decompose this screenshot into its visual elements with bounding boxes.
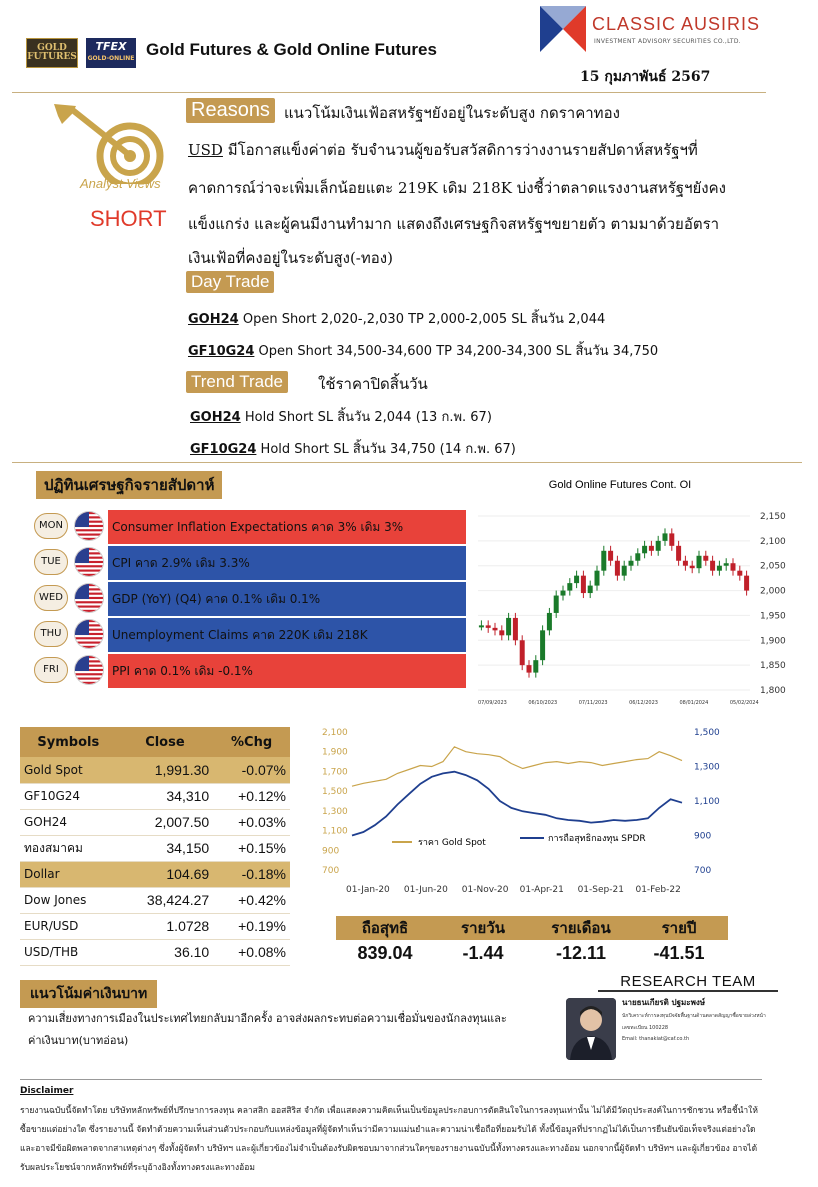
y-right-tick: 900 (694, 831, 712, 842)
table-row (20, 887, 290, 913)
candle-body (663, 533, 668, 540)
x-tick-label: 07/11/2023 (578, 700, 608, 706)
target-icon (50, 104, 170, 184)
candle-body (737, 571, 742, 576)
y-left-tick: 1,300 (322, 806, 348, 817)
section-divider (12, 462, 802, 463)
page-title: Gold Futures & Gold Online Futures (146, 40, 437, 59)
cell-chg: +0.42% (213, 887, 290, 913)
legend-label-spdr: การถือสุทธิกองทุน SPDR (548, 834, 646, 844)
x-tick-label: 01-Feb-22 (635, 885, 681, 895)
candle-body (731, 563, 736, 570)
y-tick-label: 2,100 (760, 536, 786, 547)
cell-close: 2,007.50 (117, 809, 214, 835)
y-right-tick: 1,300 (694, 762, 720, 773)
reason-line-1: แนวโน้มเงินเฟ้อสหรัฐฯยังอยู่ในระดับสูง กดราคาทอง (284, 104, 620, 122)
reason-line-5: เงินเฟ้อที่คงอยู่ในระดับสูง(-ทอง) (188, 249, 393, 267)
cell-close: 104.69 (117, 861, 214, 887)
series-line-spdr (352, 772, 682, 836)
spdr-yearly-value: -41.51 (653, 942, 705, 963)
day-trade-item: GF10G24 Open Short 34,500-34,600 TP 34,200-34,300 SL สิ้นวัน 34,750 (188, 344, 659, 359)
x-tick-label: 01-Jan-20 (346, 885, 390, 895)
cell-chg: +0.08% (213, 939, 290, 965)
y-tick-label: 1,800 (760, 686, 786, 696)
y-left-tick: 700 (322, 866, 340, 876)
baht-outlook-tag: แนวโน้มค่าเงินบาท (20, 980, 157, 1008)
x-tick-label: 01-Nov-20 (461, 885, 509, 895)
calendar-event: CPI คาด 2.9% เดิม 3.3% (108, 546, 466, 580)
calendar-event: GDP (YoY) (Q4) คาด 0.1% เดิม 0.1% (108, 582, 466, 616)
spdr-monthly-value: -12.11 (555, 942, 607, 963)
spdr-header-daily: รายวัน (434, 916, 532, 940)
candle-body (676, 546, 681, 561)
table-row (20, 809, 290, 835)
candle-body (690, 566, 695, 568)
calendar-day-mon: MON (34, 513, 68, 539)
x-tick-label: 07/09/2023 (478, 700, 507, 706)
col-header-symbols: Symbols (20, 727, 117, 757)
calendar-day-tue: TUE (34, 549, 68, 575)
y-tick-label: 1,850 (760, 661, 786, 672)
calendar-event: PPI คาด 0.1% เดิม -0.1% (108, 654, 466, 688)
x-tick-label: 05/02/2024 (729, 700, 759, 706)
candle-body (622, 566, 627, 576)
research-team-title: RESEARCH TEAM (598, 973, 778, 992)
header-divider (12, 92, 766, 93)
candle-body (486, 625, 491, 627)
y-left-tick: 1,100 (322, 826, 348, 837)
cell-chg: +0.15% (213, 835, 290, 861)
cell-symbol: GOH24 (20, 809, 117, 835)
us-flag-icon (74, 619, 104, 649)
candle-body (697, 556, 702, 568)
baht-outlook-text: ความเสี่ยงทางการเมืองในประเทศไทยกลับมาอีกครั้ง อาจส่งผลกระทบต่อความเชื่อมั่นของนักลงทุนและ ค่าเงินบาท(บาทอ่อน) (28, 1012, 507, 1047)
y-right-tick: 700 (694, 866, 712, 876)
x-tick-label: 01-Jun-20 (403, 885, 448, 895)
candle-body (567, 583, 572, 590)
tfex-logo: TFEX GOLD-ONLINE (86, 38, 136, 68)
us-flag-icon (74, 547, 104, 577)
calendar-day-thu: THU (34, 621, 68, 647)
reason-line-2: USD มีโอกาสแข็งค่าต่อ รับจำนวนผู้ขอรับสวัสดิการว่างงานรายสัปดาห์สหรัฐฯที่ (188, 141, 698, 159)
candle-body (581, 576, 586, 593)
table-row (20, 783, 290, 809)
candle-body (635, 553, 640, 560)
trend-trade-note: ใช้ราคาปิดสิ้นวัน (318, 375, 428, 393)
day-trade-item: GOH24 Open Short 2,020-,2,030 TP 2,000-2,005 SL สิ้นวัน 2,044 (188, 312, 606, 327)
candle-body (574, 576, 579, 583)
analyst-license: เลขทะเบียน 100228 (622, 1025, 669, 1031)
cell-close: 1.0728 (117, 913, 214, 939)
cell-chg: +0.03% (213, 809, 290, 835)
calendar-title: ปฏิทินเศรษฐกิจรายสัปดาห์ (36, 471, 222, 499)
chart-title: Gold Online Futures Cont. OI (548, 479, 692, 491)
series-line-gold-spot (352, 747, 682, 786)
candle-body (493, 628, 498, 630)
candle-body (744, 576, 749, 591)
market-table (20, 727, 290, 966)
cell-symbol: USD/THB (20, 939, 117, 965)
day-trade-tag: Day Trade (186, 271, 274, 293)
candle-body (554, 596, 559, 613)
candle-body (533, 660, 538, 672)
company-name: CLASSIC AUSIRIS (592, 14, 761, 34)
cell-close: 34,310 (117, 783, 214, 809)
calendar-event: Unemployment Claims คาด 220K เดิม 218K (108, 618, 466, 652)
x-tick-label: 06/10/2023 (528, 700, 558, 706)
spdr-net-value: 839.04 (357, 942, 413, 963)
y-left-tick: 2,100 (322, 728, 348, 738)
us-flag-icon (74, 583, 104, 613)
candle-body (608, 551, 613, 561)
col-header-chg: %Chg (213, 727, 290, 757)
trend-trade-tag: Trend Trade (186, 371, 288, 393)
y-tick-label: 2,000 (760, 586, 786, 597)
analyst-name: นายธนเกียรติ ปฐมะพงษ์ (622, 998, 706, 1007)
candle-body (669, 533, 674, 545)
disclaimer-text: รายงานฉบับนี้จัดทำโดย บริษัทหลักทรัพย์ที่ปรึกษาการลงทุน คลาสสิก ออสสิริส จำกัด เพื่อแสดงความคิดเห็นเป็นข้อมูลประกอบการตัดสินใจในการลงทุนเท่านั้น ไม่ได้มีวัตถุประสงค์ในการชักชวน หรือชี้นำให้ซื้อขายแต่อย่างใด ซึ่งรายงานนี้ จัดทำด้วยความเห็นส่วนตัวประกอบกับแหล่งข้อมูลที่ผู้จัดทำเห็นว่ามีความแม่นยำและความน่าเชื่อถือที่ยอมรับได้ ทั้งนี้ข้อมูลที่ปรากฏไม่ได้เป็นการยืนยันข้อเท็จจริงแต่อย่างใดและอาจมีข้อผิดพลาดจากสาเหตุต่างๆ ซึ่งทั้งผู้จัดทำ บริษัทฯ และผู้เกี่ยวข้องไม่จำเป็นต้องรับผิดชอบมาจากส่วนใดๆของรายงานฉบับนี้ทั้งทางตรงและทางอ้อม นอกจากนี้ผู้จัดทำ บริษัทฯ และผู้เกี่ยวข้อง อาจได้รับผลประโยชน์จากหลักทรัพย์ที่ระบุอ้างอิงทั้งทางตรงและทางอ้อม (20, 1106, 758, 1173)
candle-body (683, 561, 688, 566)
table-row (20, 835, 290, 861)
spdr-header-yearly: รายปี (630, 916, 728, 940)
analyst-email: Email: thanakiat@caf.co.th (622, 1036, 690, 1042)
cell-close: 38,424.27 (117, 887, 214, 913)
analyst-views-label: Analyst Views (80, 176, 161, 191)
candle-body (724, 563, 729, 565)
cell-close: 36.10 (117, 939, 214, 965)
disclaimer-title: Disclaimer (20, 1086, 74, 1096)
candle-body (513, 618, 518, 640)
cell-symbol: ทองสมาคม (20, 835, 117, 861)
table-row (20, 939, 290, 965)
reason-line-3: คาดการณ์ว่าจะเพิ่มเล็กน้อยแตะ 219K เดิม 218K บ่งชี้ว่าตลาดแรงงานสหรัฐฯยังคง (188, 179, 726, 197)
cell-chg: +0.19% (213, 913, 290, 939)
spdr-header-monthly: รายเดือน (532, 916, 630, 940)
table-row (20, 861, 290, 887)
trend-trade-item: GF10G24 Hold Short SL สิ้นวัน 34,750 (14 ก.พ. 67) (190, 442, 516, 457)
trend-trade-item: GOH24 Hold Short SL สิ้นวัน 2,044 (13 ก.พ. 67) (190, 410, 492, 425)
gold-spot-spdr-chart (322, 720, 732, 900)
classic-ausiris-logo-icon (540, 6, 586, 52)
y-tick-label: 2,050 (760, 561, 786, 572)
x-tick-label: 01-Sep-21 (577, 885, 624, 895)
calendar-day-wed: WED (34, 585, 68, 611)
candle-body (642, 546, 647, 553)
x-tick-label: 01-Apr-21 (519, 885, 564, 895)
analyst-title: นักวิเคราะห์การลงทุนปัจจัยพื้นฐานด้านตลาดสัญญาซื้อขายล่วงหน้า (622, 1013, 766, 1019)
company-subtitle: INVESTMENT ADVISORY SECURITIES CO.,LTD. (594, 38, 741, 45)
gold-online-oi-chart (466, 470, 806, 710)
calendar-event: Consumer Inflation Expectations คาด 3% เดิม 3% (108, 510, 466, 544)
cell-symbol: Dow Jones (20, 887, 117, 913)
reason-line-4: แข็งแกร่ง และผู้คนมีงานทำมาก แสดงถึงเศรษฐกิจสหรัฐฯขยายตัว ตามมาด้วยอัตรา (188, 215, 720, 233)
candle-body (540, 630, 545, 660)
spdr-holdings-table (336, 916, 728, 966)
reasons-tag: Reasons (186, 98, 275, 123)
analyst-avatar (566, 998, 616, 1060)
y-tick-label: 2,150 (760, 512, 786, 522)
y-right-tick: 1,100 (694, 797, 720, 807)
y-left-tick: 1,900 (322, 747, 348, 758)
candle-body (710, 561, 715, 571)
candle-body (527, 665, 532, 672)
us-flag-icon (74, 655, 104, 685)
cell-symbol: EUR/USD (20, 913, 117, 939)
candle-body (506, 618, 511, 635)
candle-body (499, 630, 504, 635)
disclaimer-divider (20, 1079, 762, 1080)
candle-body (649, 546, 654, 551)
candle-body (703, 556, 708, 561)
cell-symbol: GF10G24 (20, 783, 117, 809)
cell-chg: +0.12% (213, 783, 290, 809)
y-left-tick: 1,700 (322, 767, 348, 778)
y-left-tick: 900 (322, 846, 340, 857)
candle-body (615, 561, 620, 576)
calendar-day-fri: FRI (34, 657, 68, 683)
candle-body (547, 613, 552, 630)
cell-symbol: Dollar (20, 861, 117, 887)
analyst-view-short: SHORT (90, 206, 167, 231)
legend-label-gold: ราคา Gold Spot (418, 838, 486, 848)
cell-close: 34,150 (117, 835, 214, 861)
candle-body (629, 561, 634, 566)
gold-futures-logo: GOLD FUTURES (26, 38, 78, 68)
cell-symbol: Gold Spot (20, 757, 117, 783)
spdr-daily-value: -1.44 (462, 942, 504, 963)
spdr-header-net: ถือสุทธิ (336, 916, 434, 940)
col-header-close: Close (117, 727, 214, 757)
y-tick-label: 1,950 (760, 611, 786, 622)
y-tick-label: 1,900 (760, 636, 786, 647)
candle-body (520, 640, 525, 665)
y-right-tick: 1,500 (694, 728, 720, 738)
table-row (20, 757, 290, 783)
candle-body (717, 566, 722, 571)
candle-body (595, 571, 600, 586)
y-left-tick: 1,500 (322, 787, 348, 798)
candle-body (479, 625, 484, 627)
candle-body (601, 551, 606, 571)
cell-chg: -0.18% (213, 861, 290, 887)
cell-chg: -0.07% (213, 757, 290, 783)
candle-body (656, 541, 661, 551)
table-row (20, 913, 290, 939)
x-tick-label: 06/12/2023 (629, 700, 658, 706)
report-date: 15 กุมภาพันธ์ 2567 (580, 69, 711, 85)
candle-body (561, 591, 566, 596)
candle-body (588, 586, 593, 593)
us-flag-icon (74, 511, 104, 541)
x-tick-label: 08/01/2024 (679, 700, 709, 706)
cell-close: 1,991.30 (117, 757, 214, 783)
